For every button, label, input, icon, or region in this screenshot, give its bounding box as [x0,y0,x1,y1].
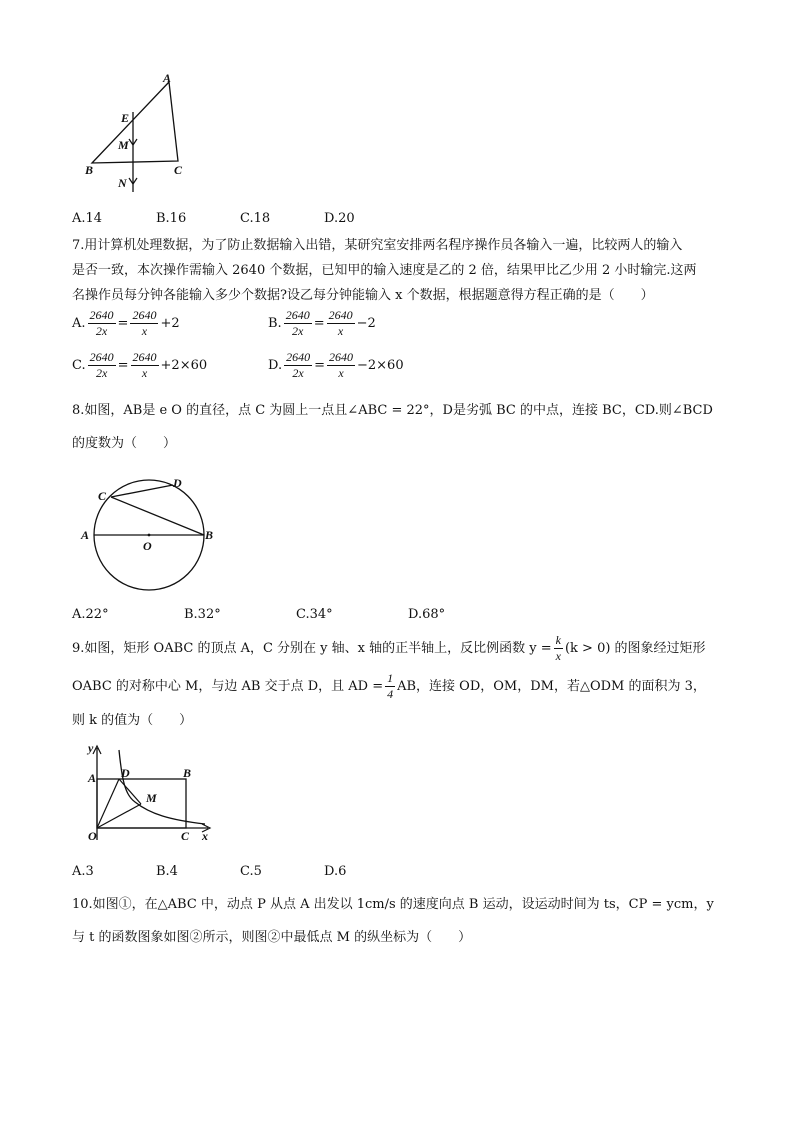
q7-text-line3: 名操作员每分钟各能输入多少个数据?设乙每分钟能输入 x 个数据，根据题意得方程正确的是（ ） [72,288,654,303]
label-m: M [118,138,129,152]
label-b: B [205,528,214,542]
q8-option-a: A.22° [72,607,109,622]
segment-om [97,804,141,828]
q7-text-line1: 7.用计算机处理数据，为了防止数据输入出错，某研究室安排两名程序操作员各输入一遍，比较两人的输入 [72,238,683,253]
q10-text-line1: 10.如图①，在△ABC 中，动点 P 从点 A 出发以 1cm/s 的速度向点 B 运动，设运动时间为 ts，CP = ycm，y [72,897,714,912]
q7-option-d: D. $\frac{2640}{2x}$ = $\frac{2640}{x}$ −2×60 [268,350,404,380]
label-m: M [146,791,157,805]
q8-option-d: D.68° [408,607,446,622]
q6-option-b: B.16 [156,211,187,226]
label-b: B [183,766,192,780]
label-c: C [98,489,107,503]
center-dot [148,534,151,537]
triangle-abc [92,82,178,163]
q8-text-line2: 的度数为（ ） [72,436,177,451]
q7-option-c: C. $\frac{2640}{2x}$ = $\frac{2640}{x}$ +2×60 [72,350,208,380]
q9-option-c: C.5 [240,864,262,879]
q7-option-b: B. $\frac{2640}{2x}$ = $\frac{2640}{x}$ −2 [268,308,376,338]
rectangle-figure [80,740,220,850]
q8-text-line1: 8.如图，AB是 e O 的直径，点 C 为圆上一点且∠ABC = 22°，D是劣弧 BC 的中点，连接 BC，CD.则∠BCD [72,403,713,418]
chord-cd [111,485,173,497]
q9-option-d: D.6 [324,864,347,879]
segment-dm [119,779,141,804]
label-b: B [85,163,94,177]
q7-text-line2: 是否一致，本次操作需输入 2640 个数据，已知甲的输入速度是乙的 2 倍，结果甲比乙少用 2 小时输完.这两 [72,263,697,278]
q6-option-c: C.18 [240,211,271,226]
label-c: C [174,163,183,177]
segment-od [97,779,119,828]
label-o: O [88,829,97,843]
label-a: A [81,528,90,542]
circle-figure [78,470,223,595]
label-x: x [202,829,208,843]
q8-option-b: B.32° [184,607,221,622]
label-c: C [181,829,190,843]
label-a: A [88,771,97,785]
q9-text-line2: OABC 的对称中心 M，与边 AB 交于点 D，且 AD = $\frac{1}{4}$ AB，连接 OD，OM，DM，若△ODM 的面积为 3， [72,671,706,701]
label-d: D [173,476,182,490]
q6-option-a: A.14 [72,211,103,226]
chord-cb [111,497,204,535]
q10-text-line2: 与 t 的函数图象如图②所示，则图②中最低点 M 的纵坐标为（ ） [72,930,472,945]
q8-option-c: C.34° [296,607,333,622]
q9-text-line3: 则 k 的值为（ ） [72,713,193,728]
q9-text-line1: 9.如图，矩形 OABC 的顶点 A，C 分别在 y 轴、x 轴的正半轴上，反比例函数 y = $\frac{k}{x}$ (k > 0) 的图象经过矩形 [72,633,706,663]
q7-option-a: A. $\frac{2640}{2x}$ = $\frac{2640}{x}$ +2 [72,308,180,338]
q9-option-a: A.3 [72,864,94,879]
label-d: D [121,766,130,780]
triangle-figure [80,70,190,195]
label-e: E [121,111,130,125]
label-y: y [88,741,94,755]
label-n: N [118,176,127,190]
q6-option-d: D.20 [324,211,355,226]
label-a: A [163,71,172,85]
label-o: O [143,539,152,553]
hyperbola-curve [119,750,205,824]
q9-option-b: B.4 [156,864,178,879]
